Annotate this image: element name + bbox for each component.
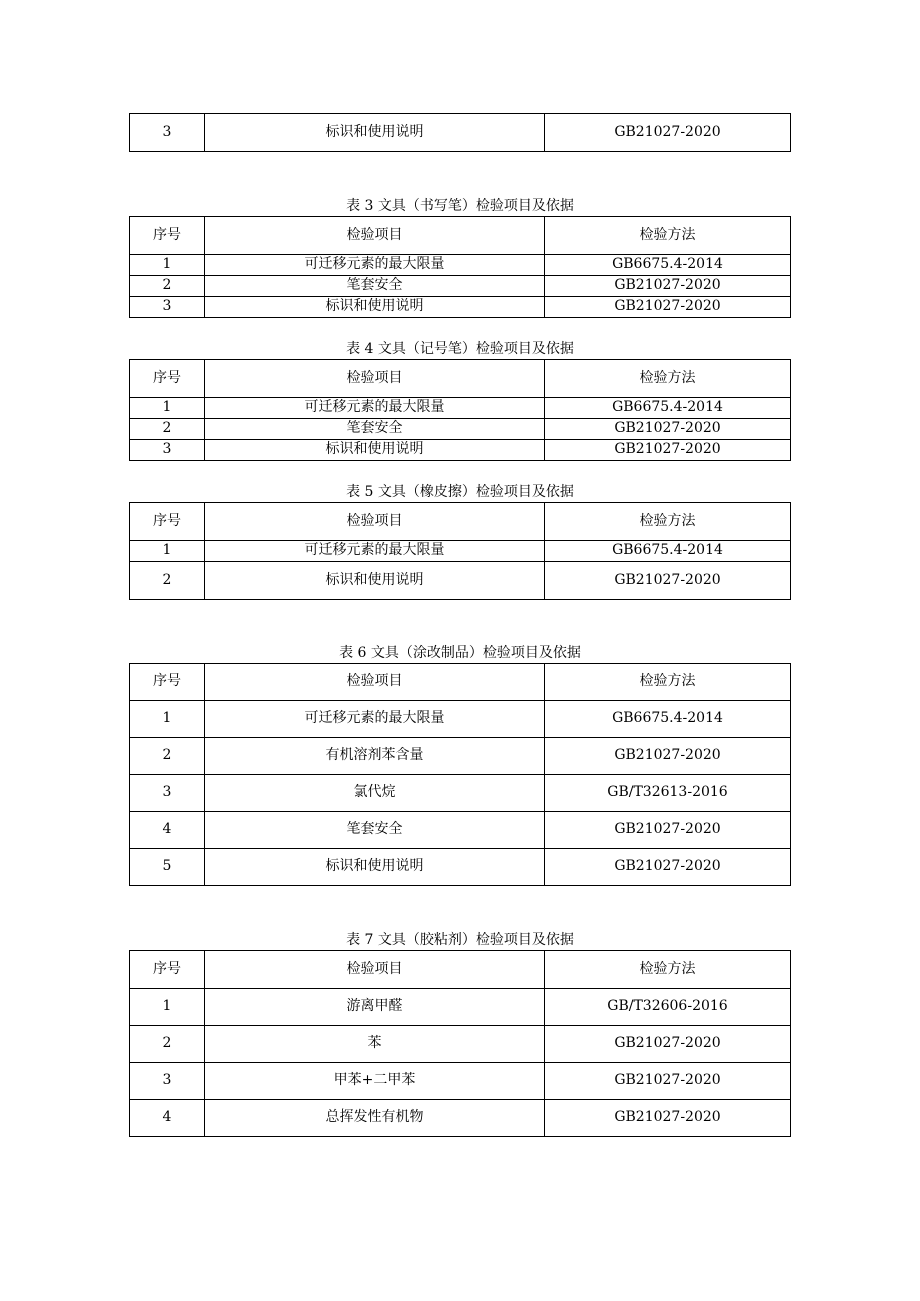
table-row bbox=[130, 738, 791, 775]
cell-item: 苯 bbox=[205, 1026, 545, 1063]
table-row bbox=[130, 701, 791, 738]
header-method: 检验方法 bbox=[545, 503, 791, 541]
header-seq: 序号 bbox=[130, 217, 205, 255]
cell-seq: 4 bbox=[130, 812, 205, 849]
header-seq: 序号 bbox=[130, 664, 205, 701]
table-row bbox=[130, 297, 791, 318]
cell-method: GB21027-2020 bbox=[545, 1063, 791, 1100]
table-caption-4: 表 4 文具（记号笔）检验项目及依据 bbox=[346, 341, 574, 357]
cell-method: GB6675.4-2014 bbox=[545, 398, 791, 419]
cell-seq: 4 bbox=[130, 1100, 205, 1137]
cell-seq: 2 bbox=[130, 419, 205, 440]
cell-item: 标识和使用说明 bbox=[205, 440, 545, 461]
cell-item: 标识和使用说明 bbox=[205, 849, 545, 886]
cell-seq: 2 bbox=[130, 562, 205, 600]
table-row bbox=[130, 276, 791, 297]
cell-item: 可迁移元素的最大限量 bbox=[205, 701, 545, 738]
cell-method: GB21027-2020 bbox=[545, 1026, 791, 1063]
header-seq: 序号 bbox=[130, 360, 205, 398]
cell-item: 游离甲醛 bbox=[205, 989, 545, 1026]
cell-method: GB21027-2020 bbox=[545, 738, 791, 775]
cell-seq: 3 bbox=[130, 297, 205, 318]
table-caption-7: 表 7 文具（胶粘剂）检验项目及依据 bbox=[346, 932, 574, 948]
cell-method: GB21027-2020 bbox=[545, 849, 791, 886]
cell-seq: 1 bbox=[130, 398, 205, 419]
table-row bbox=[130, 440, 791, 461]
cell-item: 笔套安全 bbox=[205, 419, 545, 440]
table-row bbox=[130, 849, 791, 886]
table-row bbox=[130, 419, 791, 440]
header-item: 检验项目 bbox=[205, 217, 545, 255]
cell-seq: 3 bbox=[130, 440, 205, 461]
table-row bbox=[130, 255, 791, 276]
header-item: 检验项目 bbox=[205, 664, 545, 701]
table-5 bbox=[129, 502, 791, 600]
cell-item: 标识和使用说明 bbox=[205, 297, 545, 318]
cell-item: 总挥发性有机物 bbox=[205, 1100, 545, 1137]
cell-seq: 3 bbox=[130, 114, 205, 152]
cell-seq: 2 bbox=[130, 738, 205, 775]
cell-seq: 2 bbox=[130, 276, 205, 297]
table-header-row bbox=[130, 951, 791, 989]
cell-method: GB6675.4-2014 bbox=[545, 541, 791, 562]
cell-seq: 1 bbox=[130, 989, 205, 1026]
table-row bbox=[130, 812, 791, 849]
cell-item: 标识和使用说明 bbox=[205, 114, 545, 152]
cell-method: GB21027-2020 bbox=[545, 419, 791, 440]
header-item: 检验项目 bbox=[205, 503, 545, 541]
cell-method: GB21027-2020 bbox=[545, 562, 791, 600]
header-item: 检验项目 bbox=[205, 951, 545, 989]
header-seq: 序号 bbox=[130, 951, 205, 989]
table-3 bbox=[129, 216, 791, 318]
header-method: 检验方法 bbox=[545, 360, 791, 398]
cell-method: GB21027-2020 bbox=[545, 276, 791, 297]
cell-item: 可迁移元素的最大限量 bbox=[205, 255, 545, 276]
header-method: 检验方法 bbox=[545, 951, 791, 989]
cell-seq: 1 bbox=[130, 255, 205, 276]
table-4 bbox=[129, 359, 791, 461]
cell-method: GB21027-2020 bbox=[545, 114, 791, 152]
table-6 bbox=[129, 663, 791, 886]
table-row bbox=[130, 1063, 791, 1100]
table-header-row bbox=[130, 360, 791, 398]
table-row bbox=[130, 1026, 791, 1063]
table-header-row bbox=[130, 664, 791, 701]
cell-method: GB/T32606-2016 bbox=[545, 989, 791, 1026]
cell-item: 笔套安全 bbox=[205, 812, 545, 849]
table-row bbox=[130, 989, 791, 1026]
cell-method: GB21027-2020 bbox=[545, 440, 791, 461]
header-seq: 序号 bbox=[130, 503, 205, 541]
cell-item: 可迁移元素的最大限量 bbox=[205, 398, 545, 419]
table-row bbox=[130, 541, 791, 562]
cell-method: GB6675.4-2014 bbox=[545, 255, 791, 276]
continued-table bbox=[129, 113, 791, 152]
cell-seq: 5 bbox=[130, 849, 205, 886]
cell-item: 笔套安全 bbox=[205, 276, 545, 297]
cell-seq: 2 bbox=[130, 1026, 205, 1063]
table-row bbox=[130, 562, 791, 600]
cell-item: 氯代烷 bbox=[205, 775, 545, 812]
header-method: 检验方法 bbox=[545, 217, 791, 255]
cell-method: GB6675.4-2014 bbox=[545, 701, 791, 738]
table-caption-6: 表 6 文具（涂改制品）检验项目及依据 bbox=[339, 645, 581, 661]
cell-method: GB21027-2020 bbox=[545, 1100, 791, 1137]
table-header-row bbox=[130, 503, 791, 541]
table-row bbox=[130, 398, 791, 419]
cell-method: GB21027-2020 bbox=[545, 297, 791, 318]
table-header-row bbox=[130, 217, 791, 255]
table-7 bbox=[129, 950, 791, 1137]
cell-seq: 3 bbox=[130, 775, 205, 812]
table-row bbox=[130, 114, 791, 152]
table-caption-5: 表 5 文具（橡皮擦）检验项目及依据 bbox=[346, 484, 574, 500]
cell-item: 甲苯+二甲苯 bbox=[205, 1063, 545, 1100]
table-row bbox=[130, 775, 791, 812]
table-caption-3: 表 3 文具（书写笔）检验项目及依据 bbox=[346, 198, 574, 214]
cell-item: 有机溶剂苯含量 bbox=[205, 738, 545, 775]
cell-item: 标识和使用说明 bbox=[205, 562, 545, 600]
cell-seq: 1 bbox=[130, 701, 205, 738]
cell-method: GB/T32613-2016 bbox=[545, 775, 791, 812]
table-row bbox=[130, 1100, 791, 1137]
cell-method: GB21027-2020 bbox=[545, 812, 791, 849]
header-method: 检验方法 bbox=[545, 664, 791, 701]
cell-seq: 3 bbox=[130, 1063, 205, 1100]
cell-item: 可迁移元素的最大限量 bbox=[205, 541, 545, 562]
header-item: 检验项目 bbox=[205, 360, 545, 398]
cell-seq: 1 bbox=[130, 541, 205, 562]
